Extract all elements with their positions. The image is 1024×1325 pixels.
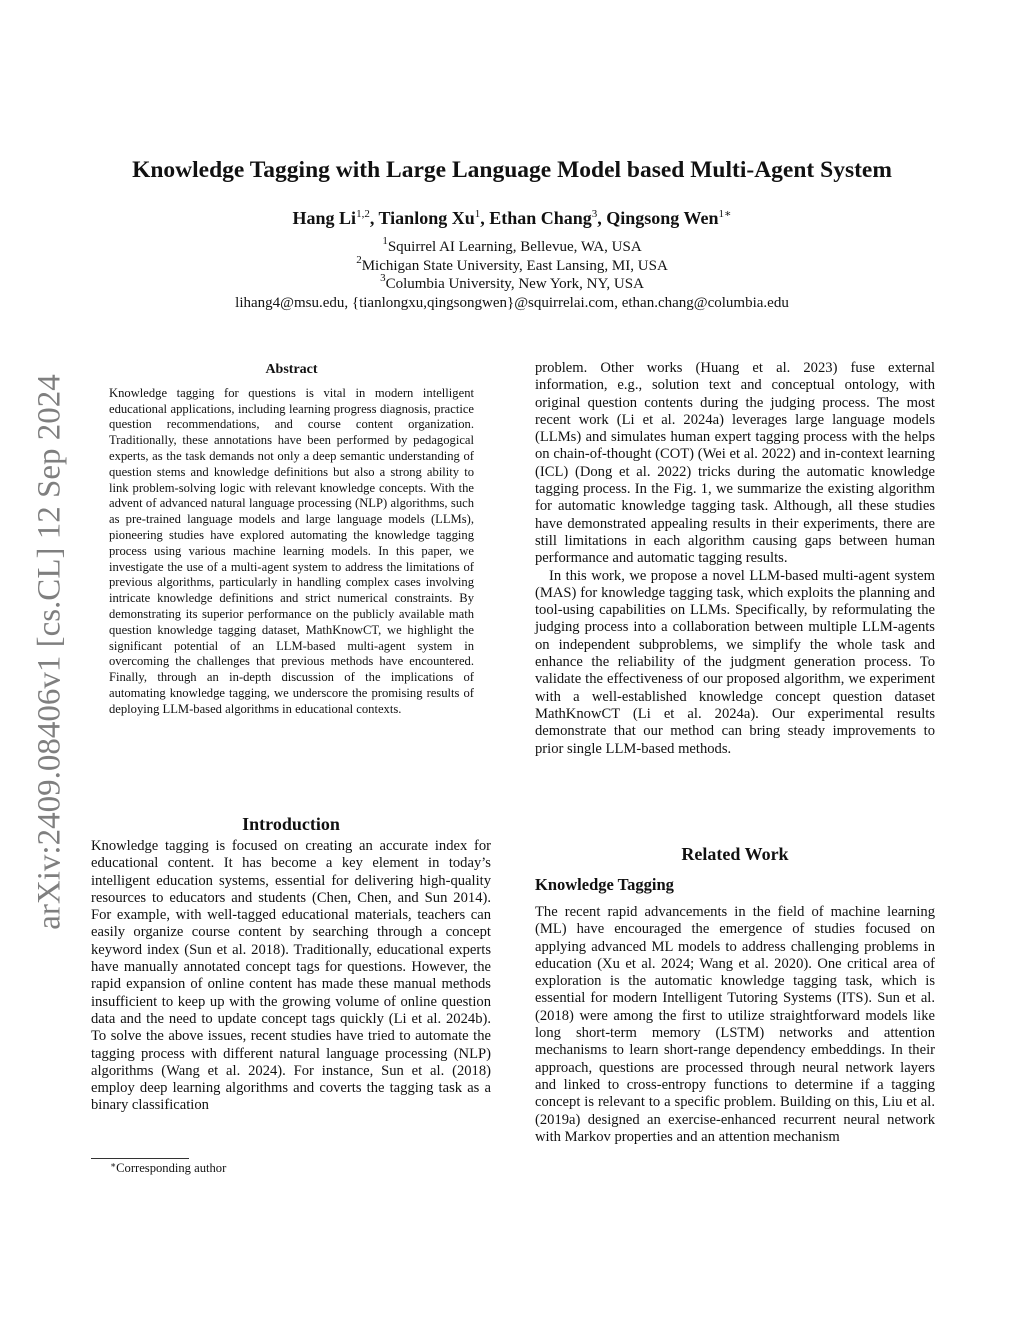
abstract-block	[109, 362, 474, 718]
author-name: Hang Li	[292, 208, 357, 228]
affiliation-mark: 3	[380, 272, 386, 284]
author-affil-mark: 1,2	[356, 208, 370, 220]
affiliation-text: Squirrel AI Learning, Bellevue, WA, USA	[387, 239, 642, 255]
abstract-heading: Abstract	[265, 362, 318, 377]
author-affil-mark: 1∗	[718, 208, 732, 220]
affiliation-text: Columbia University, New York, NY, USA	[385, 276, 644, 292]
author-separator: ,	[597, 208, 607, 228]
author-name: Tianlong Xu	[378, 208, 475, 228]
affiliation-line	[0, 235, 1024, 257]
related-work-heading: Related Work	[681, 844, 789, 864]
introduction-paragraph: Knowledge tagging is focused on creating an accurate index for educational content. It has become a key element in today’s intelligent education systems, essential for delivering high-quality resources to educators and students (Chen, Chen, and Sun 2014). For example, with well-tagged educational materials, teachers can easily organize course content by searching through a concept keyword index (Sun et al. 2018). Traditionally, educational experts have manually annotated concept tags for questions. However, the rapid expansion of online content has made these manual methods insufficient to keep up with the growing volume of online question data and the need to update concept tags quickly (Li et al. 2024b). To solve the above issues, recent studies have tried to automate the tagging process with different natural language processing (NLP) algorithms (Wang et al. 2024). For instance, Sun et al. (2018) employ deep learning algorithms and coverts the tagging task as a binary classification	[91, 838, 491, 1114]
affiliation-line	[0, 272, 1024, 294]
introduction-paragraph: In this work, we propose a novel LLM-based multi-agent system (MAS) for knowledge tagging task, which exploits the planning and tool-using capabilities on LLMs. Specifically, by reformulating the judging process into a collaboration between multiple LLM-agents on independent subproblems, we simplify the whole task and enhance the reliability of the judgment generation process. To validate the effectiveness of our proposed algorithm, we experiment with a well-established knowledge concept question dataset MathKnowCT (Li et al. 2024a). Our experimental results demonstrate that our method can bring steady improvements to prior single LLM-based methods.	[535, 567, 935, 757]
author-name: Qingsong Wen	[606, 208, 719, 228]
introduction-body	[91, 838, 491, 1115]
related-work-body	[535, 904, 935, 1146]
knowledge-tagging-subheading: Knowledge Tagging	[535, 875, 674, 894]
footnote-mark: ∗	[110, 1160, 117, 1170]
affiliations	[0, 235, 1024, 312]
affiliation-mark: 1	[382, 235, 388, 247]
author-affil-mark: 1	[474, 208, 481, 220]
author-list	[0, 208, 1024, 229]
introduction-continued	[535, 360, 935, 758]
author-separator: ,	[369, 208, 379, 228]
footnote	[110, 1161, 226, 1176]
introduction-heading: Introduction	[242, 814, 340, 834]
author-name: Ethan Chang	[489, 208, 592, 228]
footnote-rule	[91, 1158, 189, 1159]
related-work-paragraph: The recent rapid advancements in the field of machine learning (ML) have encouraged the emergence of studies focused on applying advanced ML models to address challenging problems in education (Xu et al. 2024; Wang et al. 2020). One critical area of exploration is the automatic knowledge tagging task, which is essential for modern Intelligent Tutoring Systems (ITS). Sun et al. (2018) were among the first to utilize straightforward models like long short-term memory (LSTM) networks and attention mechanisms to learn short-range dependency embeddings. In their approach, questions are processed through neural network layers and linked to cross-entropy functions to determine if a tagging concept is relevant to a specific problem. Building on this, Liu et al. (2019a) designed an exercise-enhanced recurrent neural network with Markov properties and an attention mechanism	[535, 904, 935, 1145]
affiliation-line	[0, 253, 1024, 276]
author-emails: lihang4@msu.edu, {tianlongxu,qingsongwen}@squirrelai.com, ethan.chang@columbia.edu	[235, 294, 789, 311]
affiliation-text: Michigan State University, East Lansing, MI, USA	[361, 257, 668, 274]
author-affil-mark: 3	[591, 208, 598, 220]
footnote-text: Corresponding author	[116, 1161, 227, 1175]
affiliation-mark: 2	[356, 253, 362, 266]
arxiv-stamp: arXiv:2409.08406v1 [cs.CL] 12 Sep 2024	[31, 374, 68, 930]
paper-title: Knowledge Tagging with Large Language Model based Multi-Agent System	[132, 157, 892, 183]
introduction-paragraph: problem. Other works (Huang et al. 2023) fuse external information, e.g., solution text and conceptual ontology, with original question contents during the judging process. The most recent work (Li et al. 2024a) leverages large language models (LLMs) and simulates human expert tagging process with the helps on chain-of-thought (COT) (Wei et al. 2022) and in-context learning (ICL) (Dong et al. 2022) tricks during the automatic knowledge tagging process. In the Fig. 1, we summarize the existing algorithm for automatic knowledge tagging task. Although, all these studies have demonstrated appealing results in their experiments, there are still limitations in each algorithm causing gaps between human performance and automatic tagging results.	[535, 360, 935, 567]
author-separator: ,	[480, 208, 490, 228]
abstract-text: Knowledge tagging for questions is vital in modern intelligent educational applications, including learning progress diagnosis, practice question recommendations, and course content organization. Traditionally, these annotations have been performed by pedagogical experts, as the task demands not only a deep semantic understanding of question stems and knowledge definitions but also a strong ability to link problem-solving logic with relevant knowledge concepts. With the advent of advanced natural language processing (NLP) algorithms, such as pre-trained language models and large language models (LLMs), pioneering studies have explored automating the knowledge tagging process using various machine learning models. In this paper, we investigate the use of a multi-agent system to address the limitations of previous algorithms, particularly in handling complex cases involving intricate knowledge definitions and strict numerical constraints. By demonstrating its superior performance on the publicly available math question knowledge tagging dataset, MathKnowCT, we highlight the significant potential of an LLM-based multi-agent system in overcoming the challenges that previous methods have encountered. Finally, through an in-depth discussion of the implications of automating knowledge tagging, we underscore the promising results of deploying LLM-based algorithms in educational contexts.	[109, 385, 474, 716]
